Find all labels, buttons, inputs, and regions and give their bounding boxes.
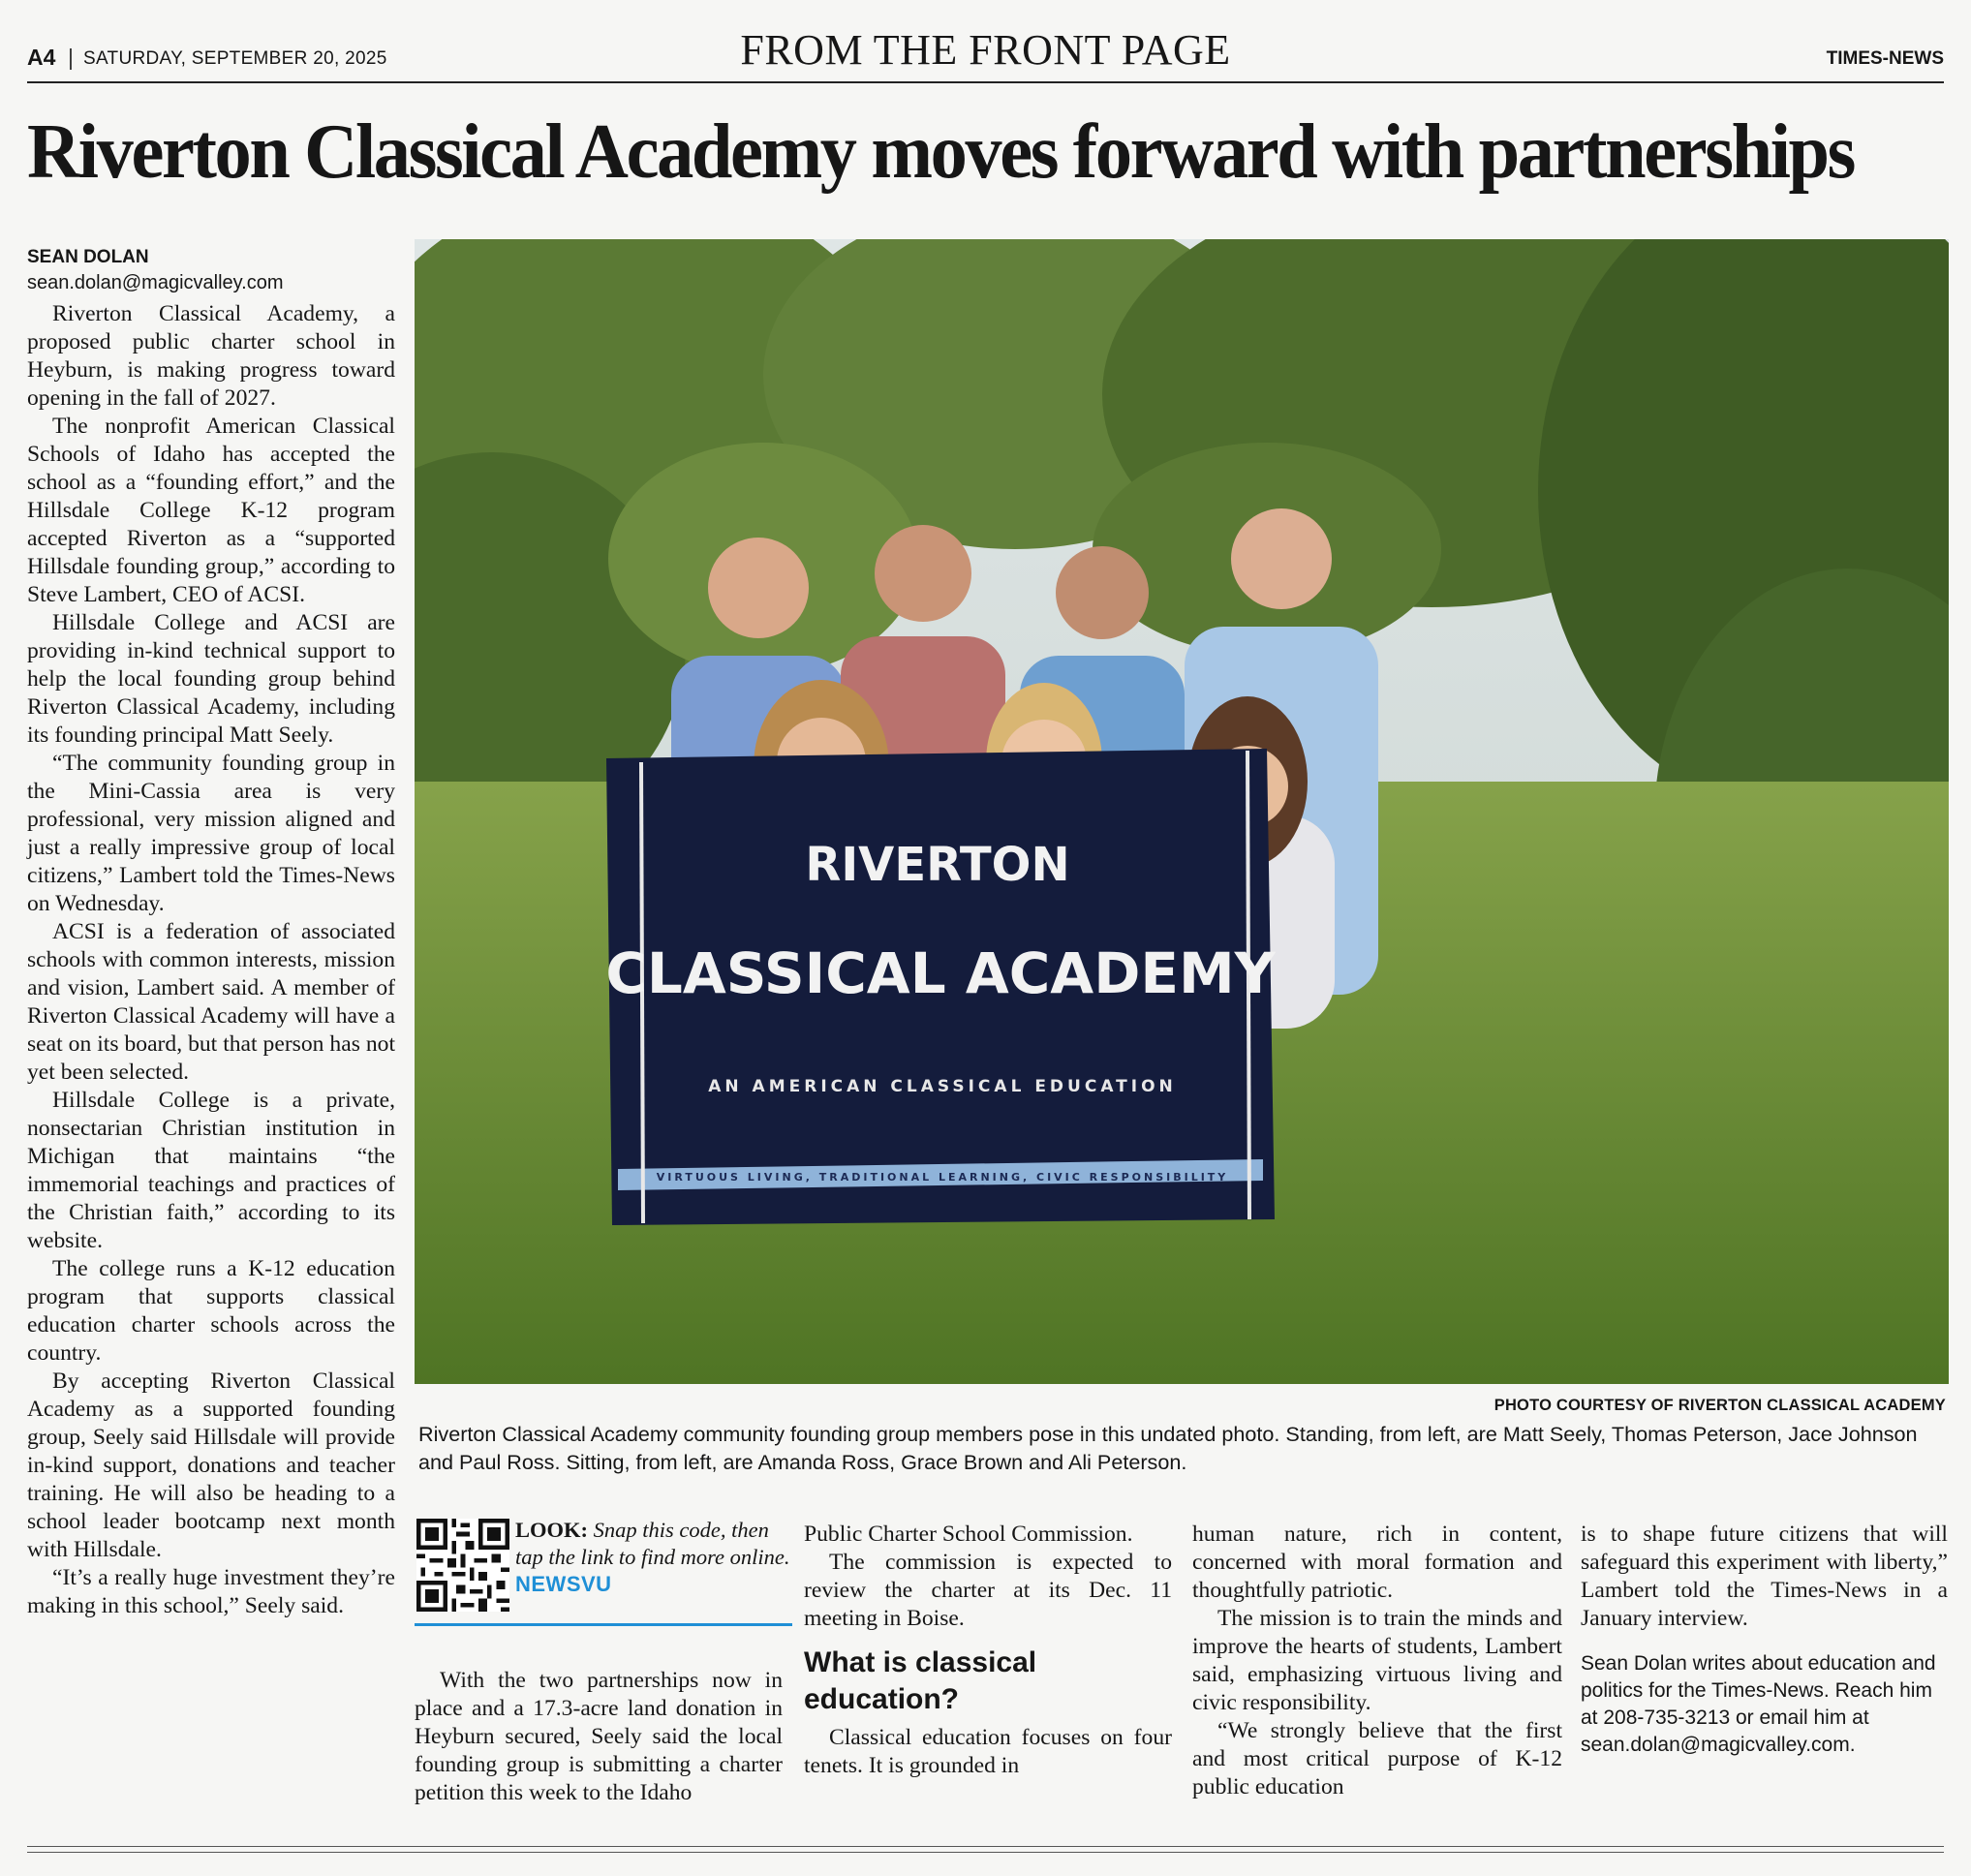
paragraph: With the two partnerships now in place and a 17.3-acre land donation in Heyburn secured, Seely said the local founding group is submitting a charter petition this week to the Idaho <box>415 1668 783 1805</box>
author-bio: Sean Dolan writes about education and politics for the Times-News. Reach him at 208-735-3213 or email him at sean.dolan@magicvalley.com. <box>1581 1652 1936 1756</box>
qr-code-icon[interactable] <box>416 1519 509 1612</box>
paragraph: The commission is expected to review the charter at its Dec. 11 meeting in Boise. <box>804 1550 1172 1631</box>
paragraph: Riverton Classical Academy, a proposed public charter school in Heyburn, is making progress toward opening in the fall of 2027. <box>27 301 395 411</box>
banner-line-3: AN AMERICAN CLASSICAL EDUCATION <box>708 1077 1177 1096</box>
paragraph: “The community founding group in the Mini-Cassia area is very professional, very mission aligned and just a really impressive group of local citizens,” Lambert told the Times-News on Wednesday. <box>27 751 395 916</box>
paragraph: Hillsdale College is a private, nonsectarian Christian institution in Michigan that maintains “the immemorial teachings and practices of the Christian faith,” according to its website. <box>27 1088 395 1253</box>
qr-promo-text <box>515 1517 796 1598</box>
school-banner <box>605 749 1276 1225</box>
article-column-2 <box>415 1667 783 1807</box>
article-column-3 <box>804 1521 1172 1780</box>
article-column-5 <box>1581 1521 1948 1759</box>
paragraph: ACSI is a federation of associated schools with common interests, mission and vision, Lambert said. A member of Riverton Classical Academy will have a seat on its board, but that person has not yet been selected. <box>27 919 395 1085</box>
paragraph: The college runs a K-12 education program that supports classical education charter schools across the country. <box>27 1256 395 1366</box>
footer-rule <box>27 1846 1944 1847</box>
header-separator: | <box>68 45 74 70</box>
paragraph: Classical education focuses on four tenets. It is grounded in <box>804 1725 1172 1778</box>
article-column-4 <box>1192 1521 1562 1801</box>
paragraph: The mission is to train the minds and improve the hearts of students, Lambert said, emphasizing virtuous living and civic responsibility. <box>1192 1606 1562 1715</box>
byline-email[interactable]: sean.dolan@magicvalley.com <box>27 272 284 293</box>
paragraph: By accepting Riverton Classical Academy as a supported founding group, Seely said Hillsdale will provide in-kind support, donations and teacher training. He will also be heading to a school leader bootcamp next month with Hillsdale. <box>27 1369 395 1562</box>
look-text: Snap this code, then tap the link to find more online. <box>515 1518 790 1569</box>
issue-date: SATURDAY, SEPTEMBER 20, 2025 <box>83 48 387 69</box>
article-column-1 <box>27 300 395 1620</box>
section-title: FROM THE FRONT PAGE <box>740 26 1231 74</box>
page-number: A4 <box>27 45 56 70</box>
banner-line-4: VIRTUOUS LIVING, TRADITIONAL LEARNING, CIVIC RESPONSIBILITY <box>656 1171 1229 1184</box>
newsvu-logo: NEWSVU <box>515 1572 612 1596</box>
paragraph-continued: Public Charter School Commission. <box>804 1522 1133 1547</box>
byline-name: SEAN DOLAN <box>27 247 149 267</box>
group-photo <box>415 239 1949 1384</box>
footer-rule <box>27 1852 1944 1853</box>
paragraph-continued: human nature, rich in content, concerned with moral formation and thoughtfully patriotic. <box>1192 1522 1562 1603</box>
photo-caption: Riverton Classical Academy community founding group members pose in this undated photo. Standing, from left, are Matt Seely, Thomas Peterson, Jace Johnson and Paul Ross. Sitting, from left, are Amanda Ross, Grace Brown and Ali Peterson. <box>418 1422 1918 1474</box>
banner-line-2: CLASSICAL ACADEMY <box>605 940 1276 1006</box>
paper-name: TIMES-NEWS <box>1826 48 1944 69</box>
headline: Riverton Classical Academy moves forward with partnerships <box>27 109 1854 195</box>
subheading: What is classical education? <box>804 1646 1037 1715</box>
paragraph: The nonprofit American Classical Schools of Idaho has accepted the school as a “founding effort,” and the Hillsdale College K-12 program accepted Riverton as a “supported Hillsdale founding group,” according to Steve Lambert, CEO of ACSI. <box>27 414 395 607</box>
paragraph: Hillsdale College and ACSI are providing in-kind technical support to help the local founding group behind Riverton Classical Academy, including its founding principal Matt Seely. <box>27 610 395 748</box>
paragraph-continued: is to shape future citizens that will safeguard this experiment with liberty,” Lambert told the Times-News in a January interview. <box>1581 1522 1948 1631</box>
photo-credit: PHOTO COURTESY OF RIVERTON CLASSICAL ACADEMY <box>1494 1397 1946 1414</box>
paragraph: “It’s a really huge investment they’re making in this school,” Seely said. <box>27 1565 395 1618</box>
header-rule <box>27 81 1944 83</box>
promo-rule <box>415 1623 792 1626</box>
paragraph: “We strongly believe that the first and most critical purpose of K-12 public education <box>1192 1718 1562 1799</box>
look-label: LOOK: <box>515 1518 589 1542</box>
banner-line-1: RIVERTON <box>805 838 1070 892</box>
